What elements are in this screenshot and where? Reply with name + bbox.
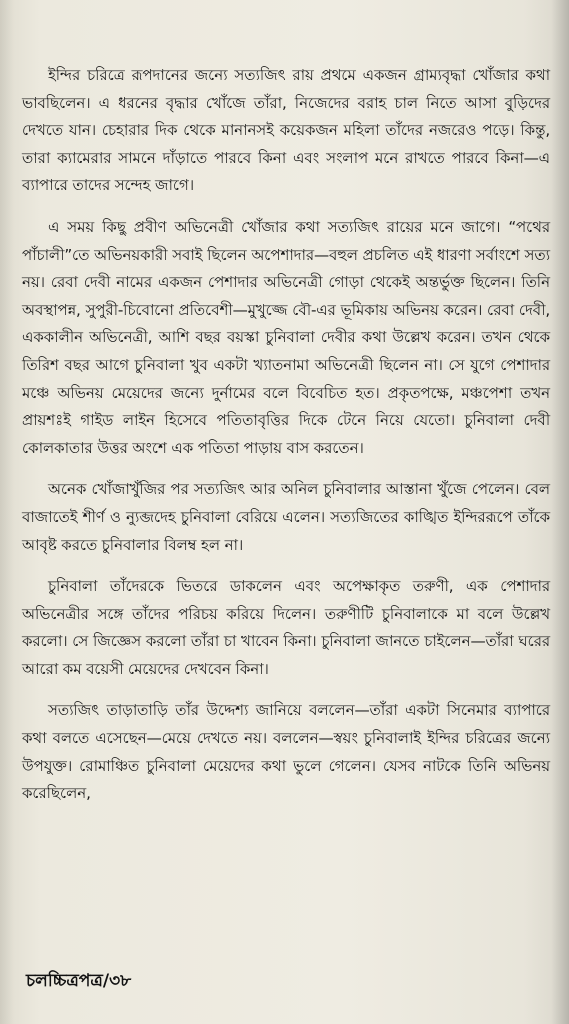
paragraph-3: অনেক খোঁজাখুঁজির পর সত্যজিৎ আর অনিল চুনিবালার আস্তানা খুঁজে পেলেন। বেল বাজাতেই শীর্ণ ও ন্যুব্জদেহ চুনিবালা বেরিয়ে এলেন। সত্যজিতের কাঙ্খিত ইন্দিররূপে তাঁকে আবৃষ্ট করতে চুনিবালার বিলম্ব হল না। [22, 480, 550, 554]
page-footer: চলচ্চিত্রপত্র/৩৮ [26, 971, 132, 991]
paragraph-2: এ সময় কিছু প্রবীণ অভিনেত্রী খোঁজার কথা সত্যজিৎ রায়ের মনে জাগে। “পথের পাঁচালী”তে অভিনয়কারী সবাই ছিলেন অপেশাদার—বহুল প্রচলিত এই ধারণা সর্বাংশে সত্য নয়। রেবা দেবী নামের একজন পেশাদার অভিনেত্রী গোড়া থেকেই অন্তর্ভুক্ত ছিলেন। তিনি অবস্থাপন্ন, সুপুরী-চিবোনো প্রতিবেশী—মুখুজ্জে বৌ-এর ভূমিকায় অভিনয় করেন। রেবা দেবী, এককালীন অভিনেত্রী, আশি বছর বয়স্কা চুনিবালা দেবীর কথা উল্লেখ করেন। তখন থেকে তিরিশ বছর আগে চুনিবালা খুব একটা খ্যাতনামা অভিনেত্রী ছিলেন না। সে যুগে পেশাদার মঞ্চে অভিনয় মেয়েদের জন্যে দুর্নামের বলে বিবেচিত হত। প্রকৃতপক্ষে, মঞ্চপেশা তখন প্রায়শঃই গাইড লাইন হিসেবে পতিতাবৃত্তির দিকে টেনে নিয়ে যেতো। চুনিবালা দেবী কোলকাতার উত্তর অংশে এক পতিতা পাড়ায় বাস করতেন। [22, 217, 550, 457]
paragraph-4: চুনিবালা তাঁদেরকে ভিতরে ডাকলেন এবং অপেক্ষাকৃত তরুণী, এক পেশাদার অভিনেত্রীর সঙ্গে তাঁদের পরিচয় করিয়ে দিলেন। তরুণীটি চুনিবালাকে মা বলে উল্লেখ করলো। সে জিজ্ঞেস করলো তাঁরা চা খাবেন কিনা। চুনিবালা জানতে চাইলেন—তাঁরা ঘরের আরো কম বয়েসী মেয়েদের দেখবেন কিনা। [22, 577, 550, 678]
paragraph-5: সত্যজিৎ তাড়াতাড়ি তাঁর উদ্দেশ্য জানিয়ে বললেন—তাঁরা একটা সিনেমার ব্যাপারে কথা বলতে এসেছেন—মেয়ে দেখতে নয়। বললেন—স্বয়ং চুনিবালাই ইন্দির চরিত্রের জন্যে উপযুক্ত। রোমাঞ্চিত চুনিবালা মেয়েদের কথা ভুলে গেলেন। যেসব নাটকে তিনি অভিনয় করেছিলেন, [22, 701, 550, 803]
paragraph-1: ইন্দির চরিত্রে রূপদানের জন্যে সত্যজিৎ রায় প্রথমে একজন গ্রাম্যবৃদ্ধা খোঁজার কথা ভাবছিলেন। এ ধরনের বৃদ্ধার খোঁজে তাঁরা, নিজেদের বরাহ চাল নিতে আসা বুড়িদের দেখতে যান। চেহারার দিক থেকে মানানসই কয়েকজন মহিলা তাঁদের নজরেও পড়ে। কিন্তু, তারা ক্যামেরার সামনে দাঁড়াতে পারবে কিনা এবং সংলাপ মনে রাখতে পারবে কিনা—এ ব্যাপারে তাদের সন্দেহ জাগে। [22, 66, 550, 195]
body-text [22, 62, 550, 822]
